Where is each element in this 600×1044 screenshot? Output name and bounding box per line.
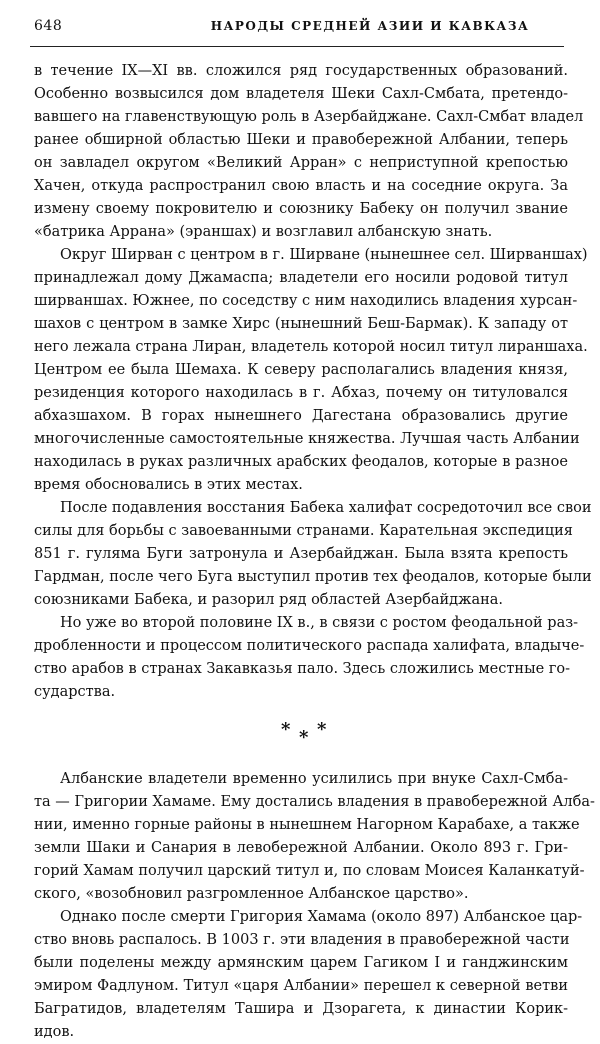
text-line: измену своему покровителю и союзнику Бабеку он получил звание <box>34 201 568 217</box>
text-line: были поделены между армянским царем Гагиком I и ганджинским <box>34 955 568 971</box>
paragraph <box>34 906 583 1044</box>
text-line: ширваншах. Южнее, по соседству с ним находились владения хурсан- <box>34 293 578 309</box>
page-header <box>30 18 570 40</box>
text-line: горий Хамам получил царский титул и, по словам Моисея Каланкатуй- <box>34 863 585 879</box>
text-line: та — Григории Хамаме. Ему достались владения в правобережной Алба- <box>34 794 595 810</box>
text-line: Округ Ширван с центром в г. Ширване (нынешнее сел. Ширваншах) <box>60 247 588 263</box>
text-line: силы для борьбы с завоеванными странами. Карательная экспедиция <box>34 523 573 539</box>
running-head: НАРОДЫ СРЕДНЕЙ АЗИИ И КАВКАЗА <box>210 19 530 33</box>
paragraph <box>34 768 595 906</box>
text-line: абхазшахом. В горах нынешнего Дагестана образовались другие <box>34 408 568 424</box>
paragraph <box>34 60 584 244</box>
paragraph <box>34 612 585 704</box>
paragraph <box>34 244 588 497</box>
separator-asterisk: * <box>317 719 327 740</box>
paragraph <box>34 497 592 612</box>
text-line: сударства. <box>34 684 116 700</box>
text-line: Хачен, откуда распространил свою власть и на соседние округа. За <box>34 178 568 194</box>
text-line: вавшего на главенствующую роль в Азербайджане. Сахл-Смбат владел <box>34 109 584 125</box>
text-line: принадлежал дому Джамаспа; владетели его носили родовой титул <box>34 270 568 286</box>
text-line: он завладел округом «Великий Арран» с неприступной крепостью <box>34 155 568 171</box>
text-line: Албанские владетели временно усилились при внуке Сахл-Смба- <box>60 771 568 787</box>
text-line: 851 г. гуляма Буги затронула и Азербайджан. Была взята крепость <box>34 546 568 562</box>
text-line: Однако после смерти Григория Хамама (около 897) Албанское цар- <box>60 909 583 925</box>
text-line: время обосновались в этих местах. <box>34 477 303 493</box>
text-line: него лежала страна Лиран, владетель которой носил титул лираншаха. <box>34 339 588 355</box>
text-line: Особенно возвысился дом владетеля Шеки Сахл-Смбата, претендо- <box>34 86 568 102</box>
text-line: резиденция которого находилась в г. Абхаз, почему он титуловался <box>34 385 568 401</box>
text-line: Багратидов, владетелям Ташира и Дзорагета, к династии Корик- <box>34 1001 568 1017</box>
text-line: ство вновь распалось. В 1003 г. эти владения в правобережной части <box>34 932 570 948</box>
text-line: эмиром Фадлуном. Титул «царя Албании» перешел к северной ветви <box>34 978 568 994</box>
text-line: в течение IX—XI вв. сложился ряд государственных образований. <box>34 63 568 79</box>
text-body <box>34 60 595 1044</box>
text-line: Но уже во второй половине IX в., в связи с ростом феодальной раз- <box>60 615 579 631</box>
section-separator <box>34 704 568 768</box>
text-line: «батрика Аррана» (эраншах) и возглавил албанскую знать. <box>34 224 493 240</box>
text-line: ского, «возобновил разгромленное Албанское царство». <box>34 886 469 902</box>
separator-asterisk: * <box>281 719 291 740</box>
text-line: многочисленные самостоятельные княжества. Лучшая часть Албании <box>34 431 580 447</box>
text-line: находилась в руках различных арабских феодалов, которые в разное <box>34 454 568 470</box>
text-line: нии, именно горные районы в нынешнем Нагорном Карабахе, а также <box>34 817 580 833</box>
text-line: Гардман, после чего Буга выступил против тех феодалов, которые были <box>34 569 592 585</box>
page-number: 648 <box>34 18 63 34</box>
separator-asterisk: * <box>299 727 309 748</box>
text-line: шахов с центром в замке Хирс (нынешний Беш-Бармак). К западу от <box>34 316 568 332</box>
text-line: ранее обширной областью Шеки и правобережной Албании, теперь <box>34 132 568 148</box>
text-line: После подавления восстания Бабека халифат сосредоточил все свои <box>60 500 592 516</box>
text-line: Центром ее была Шемаха. К северу располагались владения князя, <box>34 362 568 378</box>
text-line: ство арабов в странах Закавказья пало. Здесь сложились местные го- <box>34 661 571 677</box>
header-rule <box>30 46 564 47</box>
text-line: дробленности и процессом политического распада халифата, владыче- <box>34 638 585 654</box>
text-line: союзниками Бабека, и разорил ряд областей Азербайджана. <box>34 592 504 608</box>
text-line: идов. <box>34 1024 75 1040</box>
text-line: земли Шаки и Санария в левобережной Албании. Около 893 г. Гри- <box>34 840 568 856</box>
